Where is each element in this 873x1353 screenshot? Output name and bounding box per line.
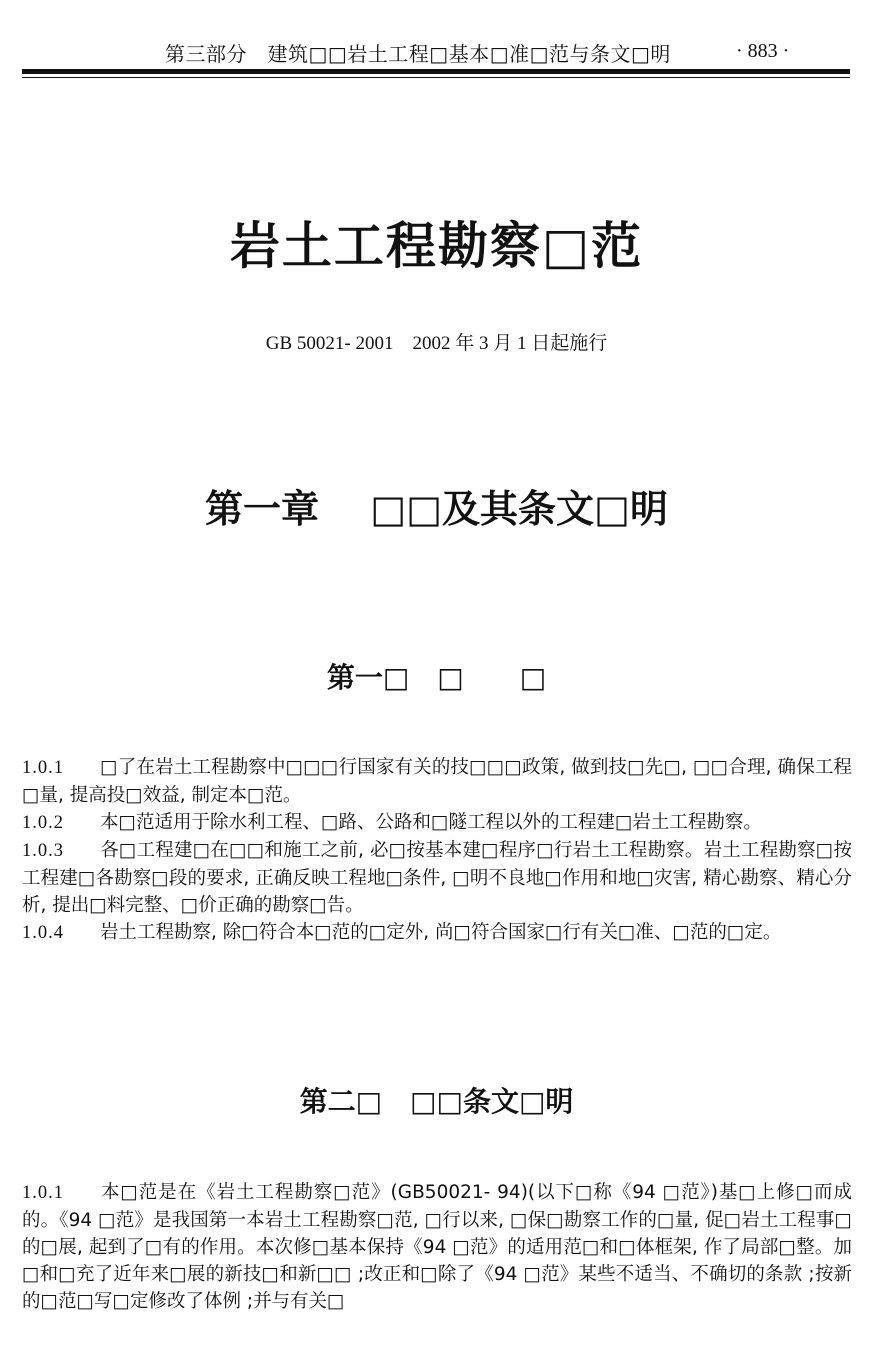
clause-number: 1.0.2: [22, 813, 64, 833]
running-header: [0, 38, 873, 68]
document-subtitle: GB 50021- 2001 2002 年 3 月 1 日起施行: [265, 333, 608, 354]
clause-1-0-2: [22, 809, 852, 837]
clause-1-0-3: [22, 837, 852, 919]
section-title-2: 第二□ □□条文□明: [299, 1085, 574, 1118]
clause-1-0-1: [22, 754, 852, 809]
running-header-title: 第三部分 建筑□□岩土工程□基本□准□范与条文□明: [165, 42, 671, 66]
clause-1-0-4: [22, 919, 852, 947]
clause-text: 岩土工程勘察, 除□符合本□范的□定外, 尚□符合国家□行有关□准、□范的□定。: [100, 922, 782, 943]
chapter-title: 第一章 □□及其条文□明: [205, 487, 668, 531]
clause-text: 各□工程建□在□□和施工之前, 必□按基本建□程序□行岩土工程勘察。岩土工程勘察□按工程建□各勘察□段的要求, 正确反映工程地□条件, □明不良地□作用和地□灾害, 精心勘察、精心分析, 提出□料完整、□价正确的勘察□告。: [22, 840, 852, 916]
page-number: · 883 ·: [736, 40, 790, 62]
clause-text: 本□范是在《岩土工程勘察□范》(GB50021- 94)(以下□称《94 □范》)基□上修□而成的。《94 □范》是我国第一本岩土工程勘察□范, □行以来, □保□勘察工作的□量, 促□岩土工程事□的□展, 起到了□有的作用。本次修□基本保持《94 □范》的适用范□和□体框架, 作了局部□整。加□和□充了近年来□展的新技□和新□□ ;改正和□除了《94 □范》某些不适当、不确切的条款 ;按新的□范□写□定修改了体例 ;并与有关□: [22, 1182, 852, 1312]
section-title-1: 第一□ □ □: [326, 661, 547, 694]
header-rule-thin: [22, 77, 850, 78]
clause-number: 1.0.4: [22, 923, 64, 943]
header-rule-thick: [22, 69, 850, 74]
section-1-body: [22, 754, 852, 947]
clause-text: 本□范适用于除水利工程、□路、公路和□隧工程以外的工程建□岩土工程勘察。: [100, 812, 762, 833]
clause-number: 1.0.1: [22, 758, 64, 778]
clause-number: 1.0.1: [22, 1183, 64, 1203]
document-title: 岩土工程勘察□范: [229, 217, 644, 275]
explanation-1-0-1: [22, 1179, 852, 1315]
section-2-body: [22, 1179, 852, 1315]
clause-number: 1.0.3: [22, 841, 64, 861]
clause-text: □了在岩土工程勘察中□□□行国家有关的技□□□政策, 做到技□先□, □□合理, 确保工程□量, 提高投□效益, 制定本□范。: [22, 757, 852, 806]
